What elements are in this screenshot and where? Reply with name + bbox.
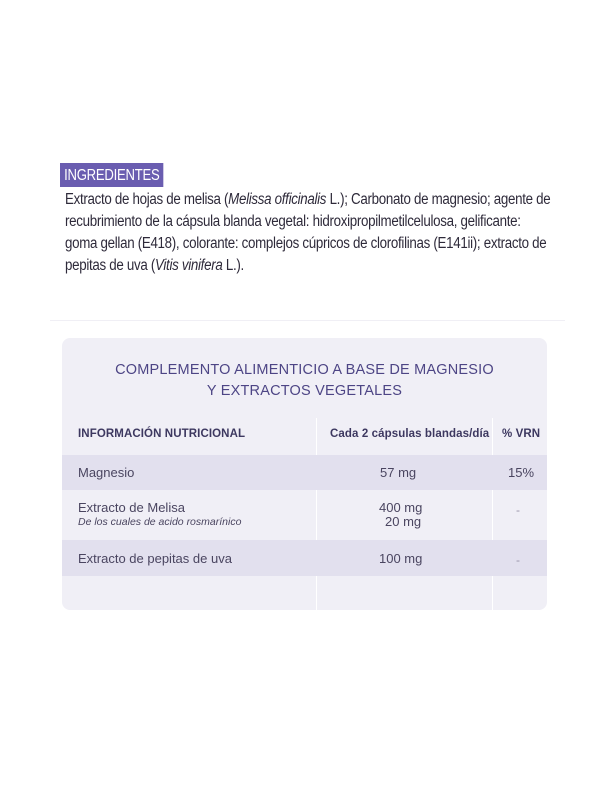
ingredients-text bbox=[65, 189, 551, 277]
ingredients-text-part: L.). bbox=[222, 257, 244, 274]
card-title-line-1: COMPLEMENTO ALIMENTICIO A BASE DE MAGNESIO bbox=[115, 362, 494, 378]
header-nutrition: INFORMACIÓN NUTRICIONAL bbox=[78, 428, 246, 440]
header-dose: Cada 2 cápsulas blandas/día bbox=[330, 428, 490, 440]
card-title-line-2: Y EXTRACTOS VEGETALES bbox=[206, 383, 403, 399]
row-vrn: - bbox=[516, 553, 520, 567]
header-vrn: % VRN bbox=[502, 428, 541, 440]
card-title bbox=[62, 360, 547, 402]
row-amount: 57 mg bbox=[380, 465, 417, 480]
ingredients-section bbox=[60, 163, 550, 277]
table-row bbox=[62, 490, 547, 540]
row-amount-secondary: 20 mg bbox=[385, 514, 422, 529]
row-amount: 100 mg bbox=[379, 551, 423, 566]
row-vrn: 15% bbox=[508, 465, 535, 480]
row-name: Extracto de pepitas de uva bbox=[78, 551, 232, 566]
row-vrn: - bbox=[516, 503, 520, 517]
ingredients-text-part: Extracto de hojas de melisa ( bbox=[65, 191, 229, 208]
ingredients-label: INGREDIENTES bbox=[60, 163, 164, 187]
table-row bbox=[62, 540, 547, 576]
section-divider bbox=[50, 320, 565, 321]
ingredients-latin-name: Vitis vinifera bbox=[155, 257, 223, 274]
row-name: Extracto de Melisa bbox=[78, 500, 185, 515]
ingredients-latin-name: Melissa officinalis bbox=[228, 191, 327, 208]
row-amount: 400 mg bbox=[379, 500, 423, 515]
nutrition-card bbox=[62, 338, 547, 610]
table-row bbox=[62, 455, 547, 490]
row-subtext: De los cuales de acido rosmarínico bbox=[78, 516, 242, 528]
ingredients-text-part: L.); Carbonato de magnesio; agente de recubrimiento de la cápsula blanda vegetal: hidroxipropilmetilcelulosa, gelificante: goma gellan (E418), colorante: complejos cúpricos de clorofilinas (E141ii); extracto de pepitas de uva ( bbox=[65, 191, 551, 274]
row-name: Magnesio bbox=[78, 465, 135, 480]
